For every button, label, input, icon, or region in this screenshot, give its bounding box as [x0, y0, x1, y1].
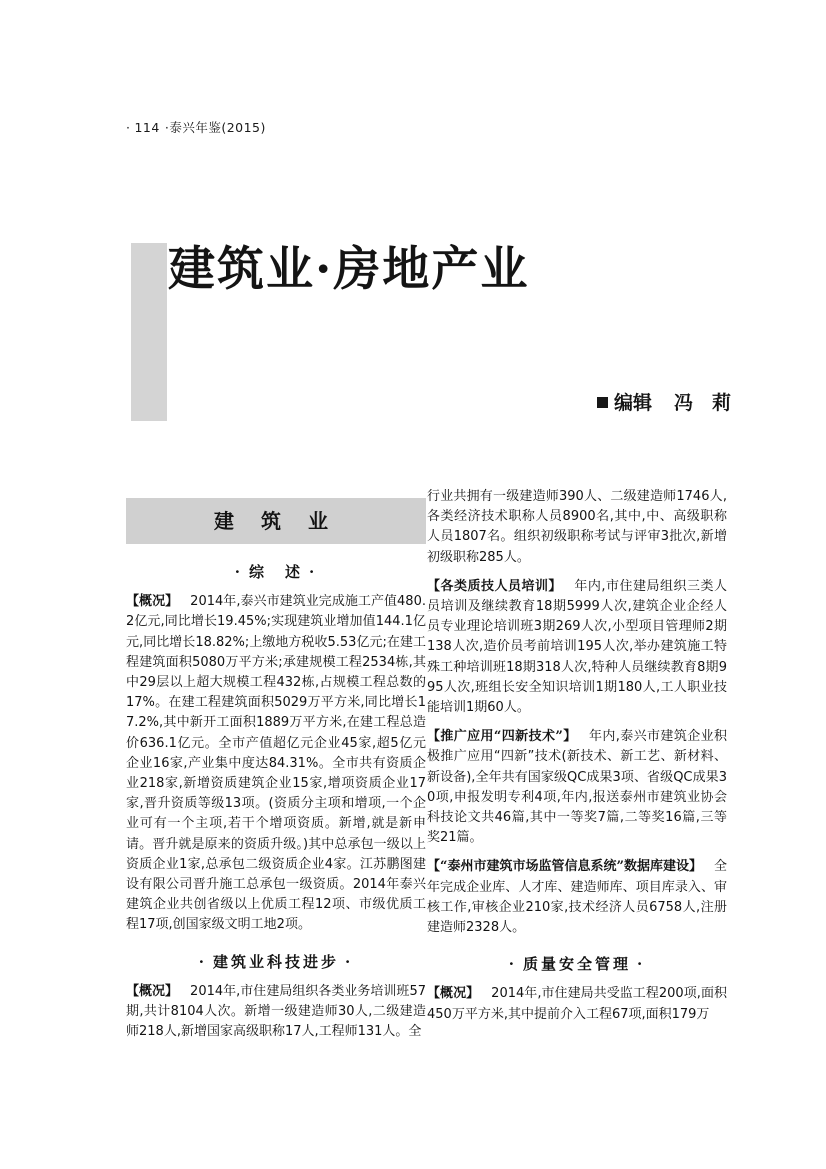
subheading-sci-tech: · 建筑业科技进步 ·: [198, 952, 354, 971]
paragraph-lead-overview: 【概况】: [126, 594, 179, 610]
paragraph-text-database-construction: 全年完成企业库、人才库、建造师库、项目库录入、审核工作,审核企业210家,技术经济人员6758人,注册建造师2328人。: [427, 859, 727, 936]
paragraph-quality-overview: [427, 984, 727, 1024]
page-number: 114: [134, 120, 160, 135]
subheading-sci-tech-label: 建筑业科技进步: [212, 952, 339, 971]
paragraph-personnel-training: [427, 577, 727, 718]
editor-label: 编辑: [613, 392, 652, 414]
square-bullet-icon: [597, 397, 608, 408]
paragraph-lead-personnel-training: 【各类质技人员培训】: [427, 578, 562, 594]
section-heading-construction: 建 筑 业: [126, 498, 426, 544]
subheading-quality-safety: · 质量安全管理 ·: [508, 955, 646, 974]
paragraph-text-sci-tech: 2014年,市住建局组织各类业务培训班57期,共计8104人次。新增一级建造师30人,二级建造师218人,新增国家高级职称17人,工程师131人。全: [126, 983, 426, 1040]
paragraph-four-new-tech: [427, 727, 727, 848]
subheading-quality-safety-label: 质量安全管理: [522, 955, 631, 974]
page-title: 建筑业·房地产业: [168, 242, 530, 297]
paragraph-lead-quality-overview: 【概况】: [427, 986, 480, 1002]
running-head: [126, 118, 266, 136]
paragraph-text-quality-overview: 2014年,市住建局共受监工程200项,面积450万平方米,其中提前介入工程67项,面积179万: [427, 986, 727, 1022]
left-column: [126, 498, 426, 1051]
right-column: [427, 487, 727, 1034]
paragraph-lead-database-construction: 【“泰州市建筑市场监管信息系统”数据库建设】: [427, 859, 702, 875]
paragraph-lead-four-new-tech: 【推广应用“四新技术”】: [427, 729, 577, 745]
paragraph-text-continued: 行业共拥有一级建造师390人、二级建造师1746人,各类经济技术职称人员8900名,其中,中、高级职称人员1807名。组织初级职称考试与评审3批次,新增初级职称285人。: [427, 489, 727, 565]
paragraph-text-overview: 2014年,泰兴市建筑业完成施工产值480.2亿元,同比增长19.45%;实现建筑业增加值144.1亿元,同比增长18.82%;上缴地方税收5.53亿元;在建工程建筑面积5080万平方米;承建规模工程2534栋,其中29层以上超大规模工程432栋,占规模工程总数的17%。在建工程建筑面积5029万平方米,同比增长17.2%,其中新开工面积1889万平方米,在建工程总造价636.1亿元。全市产值超亿元企业45家,超5亿元企业16家,产业集中度达84.31%。全市共有资质企业218家,新增资质建筑企业15家,增项资质企业17家,晋升资质等级13项。(资质分主项和增项,一个企业可有一个主项,若干个增项资质。新增,就是新申请。晋升就是原来的资质升级。)其中总承包一级以上资质企业1家,总承包二级资质企业4家。江苏鹏图建设有限公司晋升施工总承包一级资质。2014年泰兴建筑企业共创省级以上优质工程12项、市级优质工程17项,创国家级文明工地2项。: [126, 594, 426, 933]
paragraph-text-four-new-tech: 年内,泰兴市建筑企业积极推广应用“四新”技术(新技术、新工艺、新材料、新设备),全年共有国家级QC成果3项、省级QC成果30项,申报发明专利4项,年内,报送泰州市建筑业协会科技论文共46篇,其中一等奖7篇,二等奖16篇,三等奖21篇。: [427, 729, 727, 846]
paragraph-text-personnel-training: 年内,市住建局组织三类人员培训及继续教育18期5999人次,建筑企业企经人员专业理论培训班3期269人次,小型项目管理师2期138人次,造价员考前培训195人次,举办建筑施工特殊工种培训班18期318人次,特种人员继续教育8期995人次,班组长安全知识培训1期180人,工人职业技能培训1期60人。: [427, 578, 727, 716]
editor-name: 冯 莉: [673, 392, 731, 414]
paragraph-continued: [427, 487, 727, 568]
subheading-overview: · 综 述 ·: [234, 563, 318, 581]
paragraph-sci-tech: [126, 982, 426, 1043]
subheading-overview-label: 综 述: [248, 563, 303, 581]
paragraph-overview: [126, 592, 426, 935]
paragraph-lead-sci-tech: 【概况】: [126, 983, 179, 999]
running-head-dot: ·: [126, 120, 131, 135]
paragraph-database-construction: [427, 857, 727, 938]
title-decoration-bar: [131, 243, 167, 421]
book-title: ·泰兴年鉴(2015): [164, 120, 266, 135]
editor-credit: [597, 388, 731, 415]
